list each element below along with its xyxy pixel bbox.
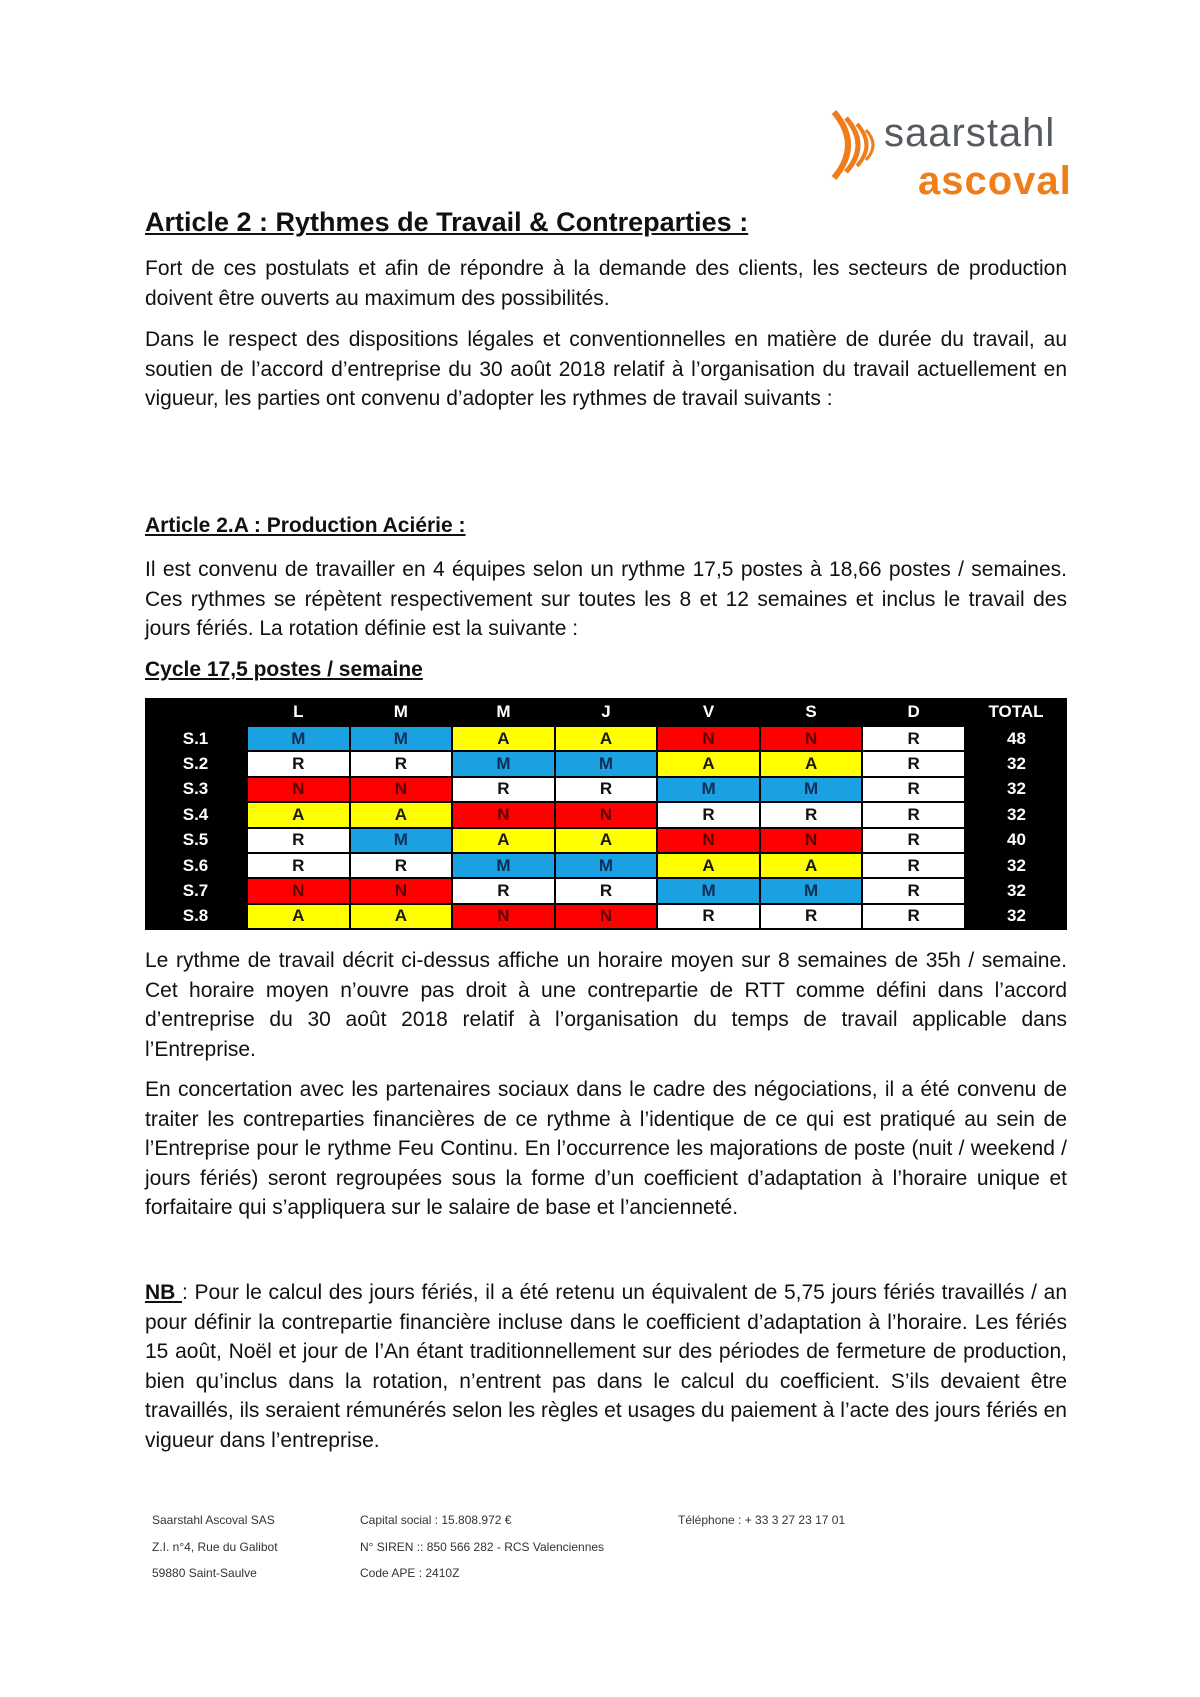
shift-cell: R: [452, 777, 555, 802]
shift-cell: A: [247, 802, 350, 827]
shift-cell: N: [452, 904, 555, 929]
shift-cell: N: [350, 777, 453, 802]
week-label: S.1: [182, 728, 209, 748]
shift-cell: R: [862, 802, 965, 827]
shift-cell: A: [760, 853, 863, 878]
footer-line: N° SIREN :: 850 566 282 - RCS Valenciennes: [360, 1539, 605, 1554]
nb-label: NB: [145, 1281, 182, 1304]
shift-cell: M: [760, 777, 863, 802]
shift-cell: A: [555, 828, 658, 853]
header-cell: [145, 698, 247, 726]
header-cell: S: [805, 701, 817, 721]
week-total: 32: [1007, 906, 1026, 926]
week-label: S.7: [182, 880, 209, 900]
shift-cell: R: [862, 904, 965, 929]
week-label: S.4: [182, 804, 209, 824]
shift-cell: A: [452, 828, 555, 853]
shift-cell: M: [657, 878, 760, 903]
shift-cell: A: [657, 853, 760, 878]
shift-cell: R: [862, 777, 965, 802]
shift-cell: M: [350, 828, 453, 853]
shift-cell: R: [862, 751, 965, 776]
header-cell: V: [702, 701, 715, 721]
header-cell: D: [907, 701, 920, 721]
shift-cell: N: [247, 878, 350, 903]
nb-text: : Pour le calcul des jours fériés, il a été retenu un équivalent de 5,75 jours fériés travaillés / an pour définir la contrepartie financière incluse dans le coefficient d’adaptation à l’horaire. Les fériés 15 août, Noël et jour de l’An étant traditionnellement sur des périodes de fermeture de production, bien qu’inclus dans la rotation, n’entrent pas dans le calcul du coefficient. S’ils devaient être travaillés, ils seraient rémunérés selon les règles et usages du paiement à l’acte des jours fériés en vigueur dans l’entreprise.: [145, 1281, 1067, 1452]
section-paragraph: Il est convenu de travailler en 4 équipes selon un rythme 17,5 postes à 18,66 postes / semaines. Ces rythmes se répètent respectivement sur toutes les 8 et 12 semaines et inclus le travail des jours fériés. La rotation définie est la suivante :: [145, 558, 1067, 640]
shift-cell: N: [760, 828, 863, 853]
rotation-row: [145, 726, 1067, 751]
header-cell: M: [496, 701, 511, 721]
week-total: 32: [1007, 880, 1026, 900]
rotation-row: [145, 751, 1067, 776]
week-total: 32: [1007, 754, 1026, 774]
logo-text-ascoval: ascoval: [918, 159, 1072, 203]
section-title: Article 2.A : Production Aciérie :: [145, 514, 466, 537]
header-cell: L: [293, 701, 304, 721]
week-total: 32: [1007, 779, 1026, 799]
after-table-paragraph-2: En concertation avec les partenaires sociaux dans le cadre des négociations, il a été convenu de traiter les contreparties financières de ce rythme à l’identique de ce qui est pratiqué au sein de l’Entreprise pour le rythme Feu Continu. En l’occurrence les majorations de poste (nuit / weekend / jours fériés) seront regroupées sous la forme d’un coefficient d’adaptation à l’horaire unique et forfaitaire qui s’appliquera sur le salaire de base et l’ancienneté.: [145, 1078, 1067, 1219]
shift-cell: M: [760, 878, 863, 903]
rotation-row: [145, 853, 1067, 878]
week-label: S.2: [182, 754, 209, 774]
shift-cell: R: [452, 878, 555, 903]
shift-cell: R: [862, 726, 965, 751]
nb-paragraph: [145, 1278, 1067, 1455]
footer-company-info: [152, 1507, 278, 1587]
shift-cell: M: [657, 777, 760, 802]
shift-cell: N: [760, 726, 863, 751]
shift-cell: A: [247, 904, 350, 929]
footer-contact-info: [678, 1507, 845, 1534]
orange-arcs-icon: [828, 110, 880, 180]
shift-cell: M: [247, 726, 350, 751]
after-table-paragraph-1: Le rythme de travail décrit ci-dessus affiche un horaire moyen sur 8 semaines de 35h / semaine. Cet horaire moyen n’ouvre pas droit à une contrepartie de RTT comme défini dans l’accord d’entreprise du 30 août 2018 relatif à l’organisation du temps de travail applicable dans l’Entreprise.: [145, 949, 1067, 1061]
shift-cell: A: [555, 726, 658, 751]
logo-text-saarstahl: saarstahl: [884, 111, 1056, 155]
shift-cell: R: [862, 853, 965, 878]
footer-phone: Téléphone : + 33 3 27 23 17 01: [678, 1513, 846, 1527]
shift-cell: R: [350, 751, 453, 776]
week-total: 32: [1007, 804, 1026, 824]
footer-line: 59880 Saint-Saulve: [152, 1566, 257, 1580]
shift-cell: M: [350, 726, 453, 751]
shift-cell: N: [452, 802, 555, 827]
shift-cell: A: [350, 904, 453, 929]
shift-cell: N: [350, 878, 453, 903]
shift-cell: A: [350, 802, 453, 827]
shift-cell: N: [555, 904, 658, 929]
rotation-row: [145, 777, 1067, 802]
shift-cell: M: [555, 853, 658, 878]
article-title: Article 2 : Rythmes de Travail & Contreparties :: [145, 207, 749, 237]
shift-cell: R: [350, 853, 453, 878]
shift-cell: N: [247, 777, 350, 802]
shift-cell: R: [247, 751, 350, 776]
footer-legal-info: [360, 1507, 604, 1587]
shift-cell: M: [452, 853, 555, 878]
week-label: S.3: [182, 779, 209, 799]
footer-line: Code APE : 2410Z: [360, 1566, 460, 1580]
week-total: 48: [1007, 728, 1026, 748]
rotation-header-row: [145, 698, 1067, 726]
footer-line: Z.I. n°4, Rue du Galibot: [152, 1539, 278, 1554]
week-total: 32: [1007, 855, 1026, 875]
shift-cell: N: [657, 726, 760, 751]
shift-cell: A: [452, 726, 555, 751]
shift-cell: R: [555, 878, 658, 903]
shift-cell: R: [247, 828, 350, 853]
shift-cell: R: [760, 904, 863, 929]
week-label: S.5: [182, 830, 209, 850]
shift-cell: R: [862, 828, 965, 853]
shift-cell: R: [862, 878, 965, 903]
shift-cell: R: [247, 853, 350, 878]
intro-paragraph-2: Dans le respect des dispositions légales et conventionnelles en matière de durée du travail, au soutien de l’accord d’entreprise du 30 août 2018 relatif à l’organisation du travail actuellement en vigueur, les parties ont convenu d’adopter les rythmes de travail suivants :: [145, 328, 1067, 410]
rotation-row: [145, 904, 1067, 929]
week-label: S.8: [182, 906, 209, 926]
shift-cell: A: [760, 751, 863, 776]
header-cell: TOTAL: [988, 702, 1044, 721]
header-cell: M: [393, 701, 408, 721]
rotation-table: [145, 698, 1067, 930]
shift-cell: R: [657, 802, 760, 827]
shift-cell: R: [657, 904, 760, 929]
shift-cell: N: [657, 828, 760, 853]
rotation-row: [145, 828, 1067, 853]
cycle-title: Cycle 17,5 postes / semaine: [145, 658, 423, 681]
week-label: S.6: [182, 855, 209, 875]
header-cell: J: [601, 701, 611, 721]
shift-cell: N: [555, 802, 658, 827]
shift-cell: M: [555, 751, 658, 776]
shift-cell: R: [760, 802, 863, 827]
footer-line: Saarstahl Ascoval SAS: [152, 1513, 275, 1527]
rotation-row: [145, 802, 1067, 827]
week-total: 40: [1007, 830, 1026, 850]
intro-paragraph-1: Fort de ces postulats et afin de répondre à la demande des clients, les secteurs de production doivent être ouverts au maximum des possibilités.: [145, 257, 1067, 310]
rotation-row: [145, 878, 1067, 903]
shift-cell: A: [657, 751, 760, 776]
company-logo: [828, 106, 1072, 206]
shift-cell: R: [555, 777, 658, 802]
shift-cell: M: [452, 751, 555, 776]
footer-line: Capital social : 15.808.972 €: [360, 1513, 512, 1527]
